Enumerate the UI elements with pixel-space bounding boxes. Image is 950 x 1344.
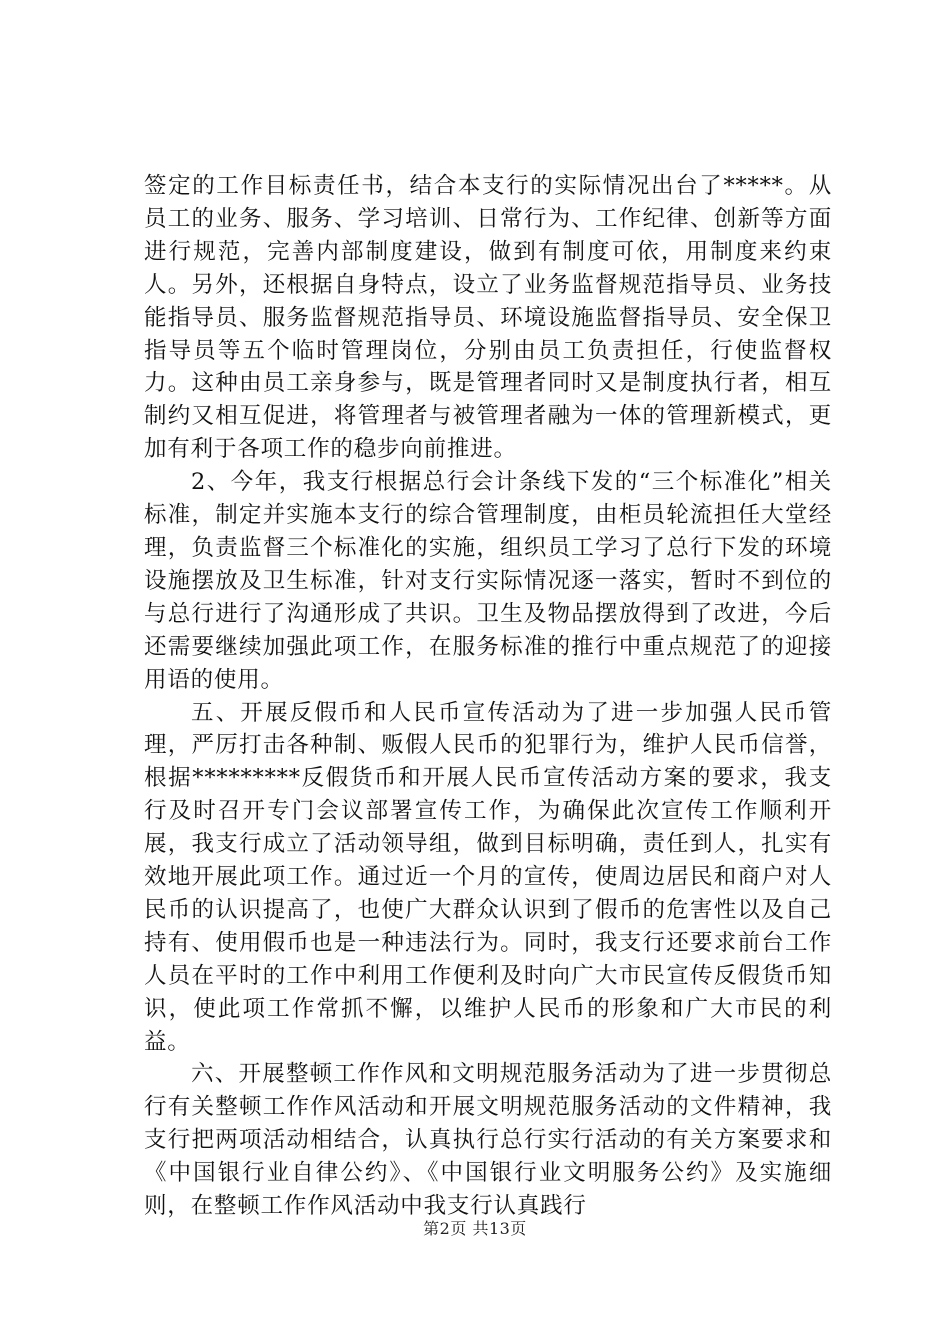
paragraph-1: 签定的工作目标责任书，结合本支行的实际情况出台了*****。从员工的业务、服务、学习培训、日常行为、工作纪律、创新等方面进行规范，完善内部制度建设，做到有制度可依，用制度来约束人。另外，还根据自身特点，设立了业务监督规范指导员、业务技能指导员、服务监督规范指导员、环境设施监督指导员、安全保卫指导员等五个临时管理岗位，分别由员工负责担任，行使监督权力。这种由员工亲身参与，既是管理者同时又是制度执行者，相互制约又相互促进，将管理者与被管理者融为一体的管理新模式，更加有利于各项工作的稳步向前推进。 [144,173,832,463]
paragraph-2: 2、今年，我支行根据总行会计条线下发的“三个标准化”相关标准，制定并实施本支行的综合管理制度，由柜员轮流担任大堂经理，负责监督三个标准化的实施，组织员工学习了总行下发的环境设施摆放及卫生标准，针对支行实际情况逐一落实，暂时不到位的与总行进行了沟通形成了共识。卫生及物品摆放得到了改进，今后还需要继续加强此项工作，在服务标准的推行中重点规范了的迎接用语的使用。 [144,469,832,693]
document-body [144,170,832,1223]
page-number-footer: 第2页 共13页 [423,1219,527,1238]
paragraph-3: 五、开展反假币和人民币宣传活动为了进一步加强人民币管理，严厉打击各种制、贩假人民币的犯罪行为，维护人民币信誉，根据*********反假货币和开展人民币宣传活动方案的要求，我支行及时召开专门会议部署宣传工作，为确保此次宣传工作顺利开展，我支行成立了活动领导组，做到目标明确，责任到人，扎实有效地开展此项工作。通过近一个月的宣传，使周边居民和商户对人民币的认识提高了，也使广大群众认识到了假币的危害性以及自己持有、使用假币也是一种违法行为。同时，我支行还要求前台工作人员在平时的工作中利用工作便利及时向广大市民宣传反假货币知识，使此项工作常抓不懈，以维护人民币的形象和广大市民的利益。 [144,699,832,1055]
paragraph-4: 六、开展整顿工作作风和文明规范服务活动为了进一步贯彻总行有关整顿工作作风活动和开展文明规范服务活动的文件精神，我支行把两项活动相结合，认真执行总行实行活动的有关方案要求和《中国银行业自律公约》、《中国银行业文明服务公约》及实施细则，在整顿工作作风活动中我支行认真践行 [144,1061,832,1220]
